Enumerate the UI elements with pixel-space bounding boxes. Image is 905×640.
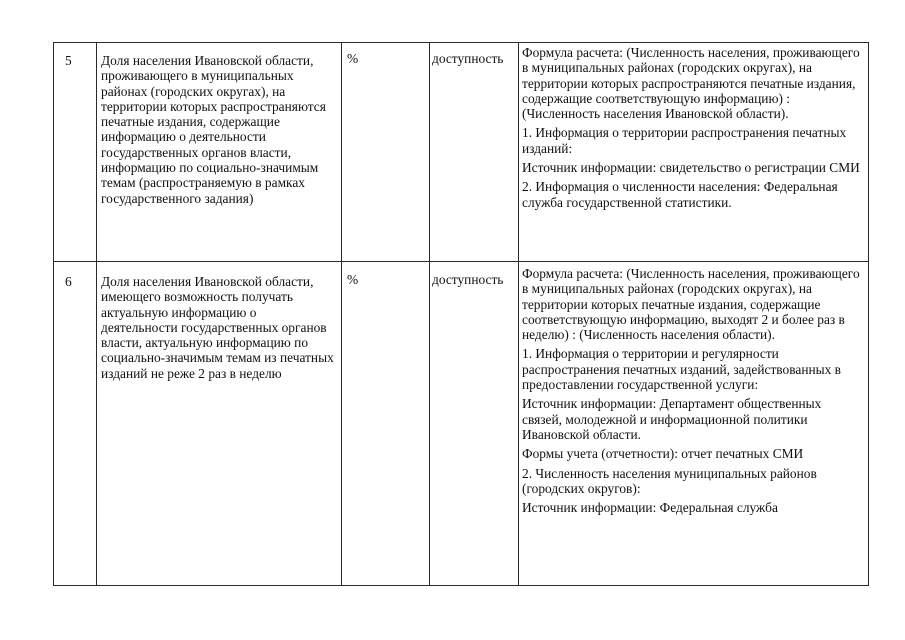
table-row xyxy=(54,43,869,262)
indicator-name: Доля населения Ивановской области, проживающего в муниципальных районах (городских округах), на территории которых распространяются печатные издания, содержащие информацию о деятельности государственных органов власти, информацию по социально-значимым темам (распространяемую в рамках государственного задания) xyxy=(101,53,326,206)
calculation-method-cell xyxy=(519,43,869,262)
row-number-cell xyxy=(54,262,97,586)
method-paragraph: Формы учета (отчетности): отчет печатных СМИ xyxy=(522,446,804,462)
unit-cell xyxy=(342,43,430,262)
unit: % xyxy=(347,51,359,66)
method-paragraph: Формула расчета: (Численность населения, проживающего в муниципальных районах (городских округах), на территории которых распространяются печатные издания, содержащие соответствующую информацию) : (Численность населения Ивановской области). xyxy=(522,45,860,122)
indicator-type: доступность xyxy=(432,272,504,287)
indicator-type: доступность xyxy=(432,51,504,66)
indicator-name: Доля населения Ивановской области, имеющего возможность получать актуальную информацию о деятельности государственных органов власти, актуальную информацию по социально-значимым темам из печатных изданий не реже 2 раз в неделю xyxy=(101,274,334,381)
indicator-name-cell xyxy=(97,43,342,262)
indicators-table xyxy=(53,42,869,586)
row-number: 5 xyxy=(65,53,72,68)
method-paragraph: 1. Информация о территории и регулярности распространения печатных изданий, задействованных в предоставлении государственной услуги: xyxy=(522,346,842,393)
method-paragraph: Формула расчета: (Численность населения, проживающего в муниципальных районах (городских округах), на территории которых печатные издания, содержащие соответствующую информацию, выходят 2 и более раз в неделю) : (Численность населения области). xyxy=(522,266,860,343)
method-paragraph: Источник информации: свидетельство о регистрации СМИ xyxy=(522,160,860,176)
unit-cell xyxy=(342,262,430,586)
row-number: 6 xyxy=(65,274,72,289)
unit: % xyxy=(347,272,359,287)
method-paragraph: 2. Численность населения муниципальных районов (городских округов): xyxy=(522,465,817,496)
indicator-name-cell xyxy=(97,262,342,586)
indicator-type-cell xyxy=(430,43,519,262)
calculation-method-cell xyxy=(519,262,869,586)
method-paragraph: 2. Информация о численности населения: Федеральная служба государственной статистики. xyxy=(522,179,838,210)
method-paragraph: Источник информации: Департамент общественных связей, молодежной и информационной политики Ивановской области. xyxy=(522,396,822,442)
method-paragraph: 1. Информация о территории распространения печатных изданий: xyxy=(522,125,847,156)
method-paragraph: Источник информации: Федеральная служба xyxy=(522,500,778,516)
row-number-cell xyxy=(54,43,97,262)
indicator-type-cell xyxy=(430,262,519,586)
table-row xyxy=(54,262,869,586)
